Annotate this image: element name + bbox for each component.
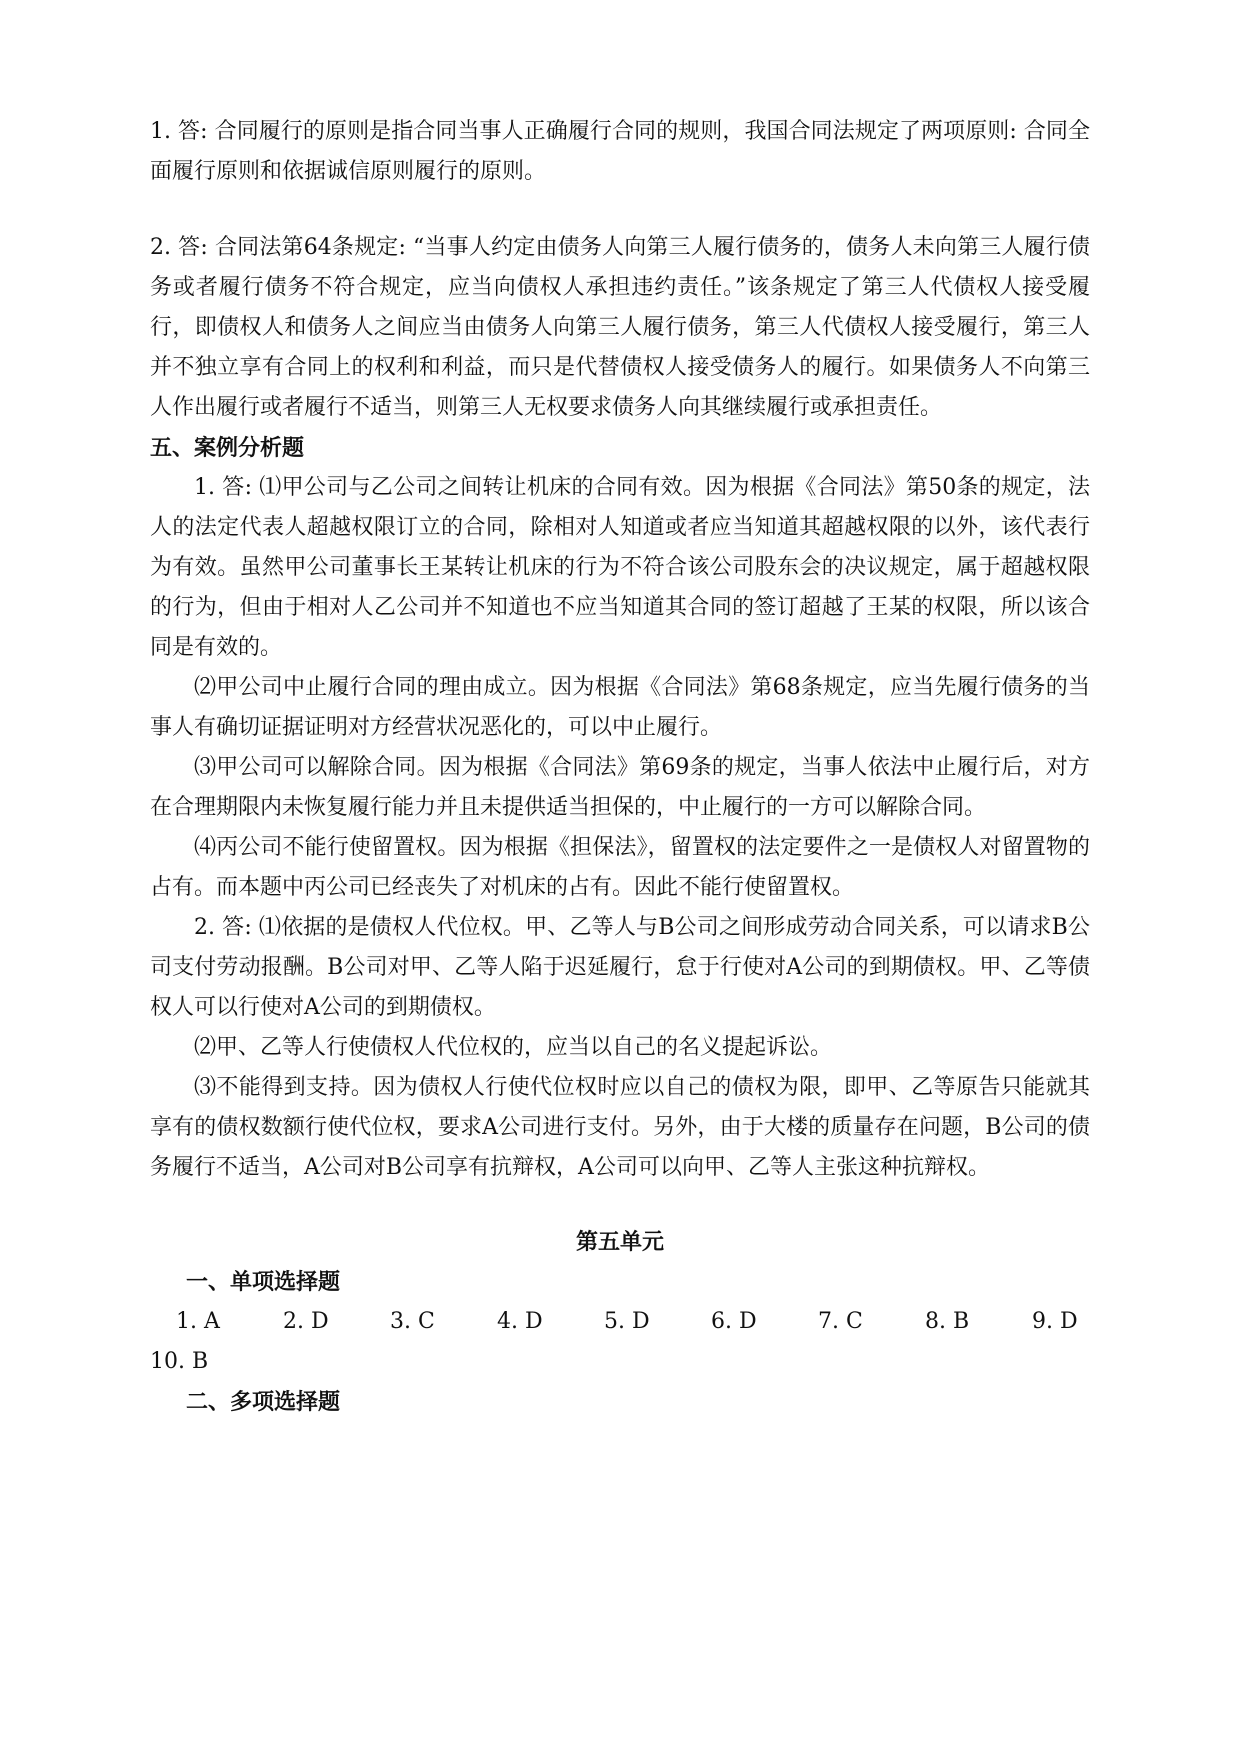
single-choice-answers [150,1302,1090,1382]
answer-paragraph-2: 2. 答: 合同法第64条规定: “当事人约定由债务人向第三人履行债务的，债务人未向第三人履行债务或者履行债务不符合规定，应当向债权人承担违约责任。”该条规定了第三人代债权人接受履行，即债权人和债务人之间应当由债务人向第三人履行债务，第三人代债权人接受履行，第三人并不独立享有合同上的权利和利益，而只是代替债权人接受债务人的履行。如果债务人不向第三人作出履行或者履行不适当，则第三人无权要求债务人向其继续履行或承担责任。 [150,235,1090,420]
case1-answer-2: ⑵甲公司中止履行合同的理由成立。因为根据《合同法》第68条规定，应当先履行债务的当事人有确切证据证明对方经营状况恶化的，可以中止履行。 [150,675,1090,740]
case1-answer-1: 1. 答: ⑴甲公司与乙公司之间转让机床的合同有效。因为根据《合同法》第50条的规定，法人的法定代表人超越权限订立的合同，除相对人知道或者应当知道其超越权限的以外，该代表行为有效。虽然甲公司董事长王某转让机床的行为不符合该公司股东会的决议规定，属于超越权限的行为，但由于相对人乙公司并不知道也不应当知道其合同的签订超越了王某的权限，所以该合同是有效的。 [150,475,1090,660]
case1-answer-4: ⑷丙公司不能行使留置权。因为根据《担保法》，留置权的法定要件之一是债权人对留置物的占有。而本题中丙公司已经丧失了对机床的占有。因此不能行使留置权。 [150,835,1090,900]
document-page [150,112,1090,1422]
case1-answer-3: ⑶甲公司可以解除合同。因为根据《合同法》第69条的规定，当事人依法中止履行后，对方在合理期限内未恢复履行能力并且未提供适当担保的，中止履行的一方可以解除合同。 [150,755,1090,820]
multi-choice-heading: 二、多项选择题 [186,1389,341,1415]
answer-item: 7. C [818,1309,863,1334]
answer-item: 2. D [283,1309,329,1334]
answer-item: 9. D [1032,1309,1078,1334]
answer-item: 6. D [711,1309,757,1334]
answer-item: 1. A [176,1309,220,1334]
answer-item: 10. B [150,1349,209,1374]
answer-item: 5. D [604,1309,650,1334]
case2-answer-1: 2. 答: ⑴依据的是债权人代位权。甲、乙等人与B公司之间形成劳动合同关系，可以请求B公司支付劳动报酬。B公司对甲、乙等人陷于迟延履行，怠于行使对A公司的到期债权。甲、乙等债权人可以行使对A公司的到期债权。 [150,915,1090,1020]
answer-paragraph-1: 1. 答: 合同履行的原则是指合同当事人正确履行合同的规则，我国合同法规定了两项原则: 合同全面履行原则和依据诚信原则履行的原则。 [150,119,1090,184]
unit-title: 第五单元 [575,1229,664,1255]
answer-item: 8. B [925,1309,970,1334]
answer-item: 3. C [390,1309,435,1334]
single-choice-heading: 一、单项选择题 [186,1269,341,1295]
section-heading-case-analysis: 五、案例分析题 [150,435,305,461]
case2-answer-2: ⑵甲、乙等人行使债权人代位权的，应当以自己的名义提起诉讼。 [194,1035,833,1060]
answer-item: 4. D [497,1309,543,1334]
case2-answer-3: ⑶不能得到支持。因为债权人行使代位权时应以自己的债权为限，即甲、乙等原告只能就其享有的债权数额行使代位权，要求A公司进行支付。另外，由于大楼的质量存在问题，B公司的债务履行不适当，A公司对B公司享有抗辩权，A公司可以向甲、乙等人主张这种抗辩权。 [150,1075,1090,1180]
